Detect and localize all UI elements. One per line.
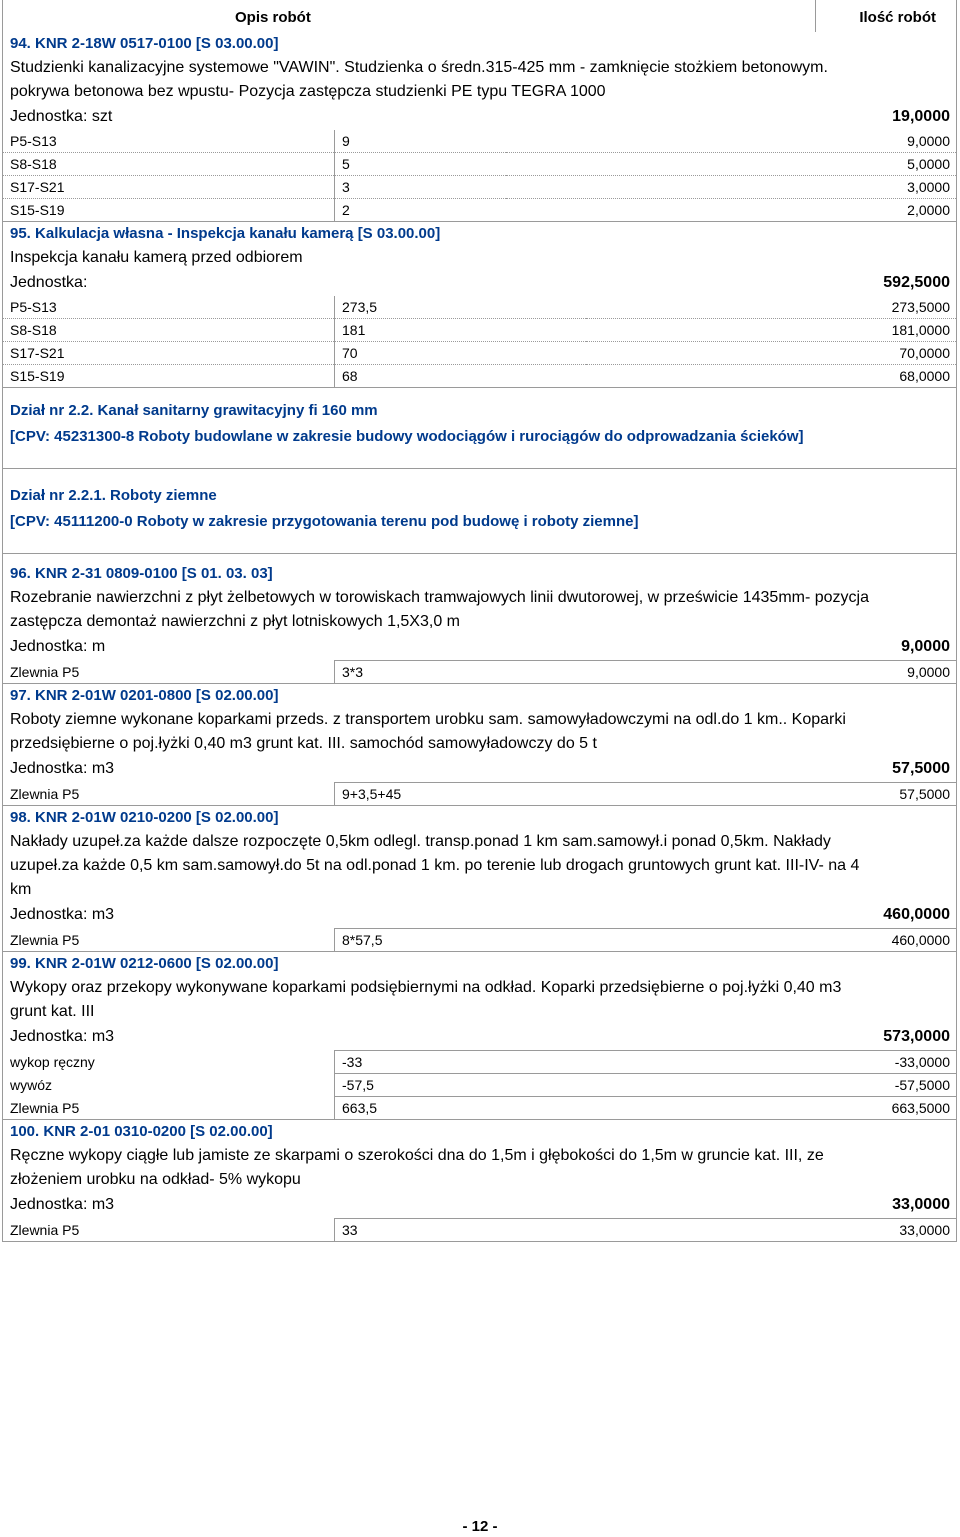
row-value: 9,0000 xyxy=(907,133,950,149)
cost-item-98 xyxy=(3,806,956,952)
row-label: S17-S21 xyxy=(3,176,335,199)
description-line: pokrywa betonowa bez wpustu- Pozycja zastępcza studzienki PE typu TEGRA 1000 xyxy=(10,83,606,100)
table-row xyxy=(3,319,956,342)
cost-item-97 xyxy=(3,684,956,806)
unit-row xyxy=(3,634,956,660)
table-row xyxy=(3,1097,956,1120)
unit-row xyxy=(3,104,956,130)
row-label: S8-S18 xyxy=(3,153,335,176)
row-expression: 68 xyxy=(335,365,587,388)
row-expression: 3*3 xyxy=(335,661,573,684)
unit-label: Jednostka: m xyxy=(10,638,106,655)
cost-item-96 xyxy=(3,554,956,684)
row-value: 70,0000 xyxy=(586,342,956,365)
unit-total: 9,0000 xyxy=(901,638,950,655)
table-row xyxy=(3,296,956,319)
row-expression: 663,5 xyxy=(335,1097,587,1120)
row-value: 3,0000 xyxy=(506,176,956,199)
unit-total: 460,0000 xyxy=(883,906,950,923)
row-value: 68,0000 xyxy=(586,365,956,388)
row-expression: 273,5 xyxy=(335,296,587,319)
description-line: Inspekcja kanału kamerą przed odbiorem xyxy=(10,249,303,266)
item-title: 98. KNR 2-01W 0210-0200 [S 02.00.00] xyxy=(10,809,279,826)
cost-item-94 xyxy=(3,32,956,222)
item-description xyxy=(3,976,956,1024)
section-title: Dział nr 2.2. Kanał sanitarny grawitacyjny fi 160 mm xyxy=(10,402,378,419)
column-divider xyxy=(815,0,816,32)
row-value: 5,0000 xyxy=(506,153,956,176)
measurement-table xyxy=(3,1218,956,1241)
row-expression: 70 xyxy=(335,342,587,365)
row-value: 33,0000 xyxy=(529,1219,956,1242)
row-value: -57,5000 xyxy=(586,1074,956,1097)
unit-label: Jednostka: m3 xyxy=(10,1196,115,1213)
item-title: 97. KNR 2-01W 0201-0800 [S 02.00.00] xyxy=(10,687,279,704)
unit-total: 592,5000 xyxy=(883,274,950,291)
row-value: 57,5000 xyxy=(666,783,956,806)
row-expression: 2 xyxy=(335,199,507,222)
row-value: 663,5000 xyxy=(586,1097,956,1120)
row-expression: 33 xyxy=(335,1219,530,1242)
item-title: 94. KNR 2-18W 0517-0100 [S 03.00.00] xyxy=(10,35,279,52)
description-line: Wykopy oraz przekopy wykonywane koparkami podsiębiernymi na odkład. Koparki przedsiębierne o poj.łyżki 0,40 m3 xyxy=(10,979,842,996)
row-label: Zlewnia P5 xyxy=(10,663,80,680)
row-expression: 8*57,5 xyxy=(335,929,603,952)
unit-row xyxy=(3,270,956,296)
item-description xyxy=(3,246,956,270)
measurement-table xyxy=(3,782,956,805)
row-label: S15-S19 xyxy=(3,199,335,222)
row-label: Zlewnia P5 xyxy=(10,785,80,802)
item-description xyxy=(3,830,956,902)
row-value: -33,0000 xyxy=(586,1051,956,1074)
unit-total: 57,5000 xyxy=(892,760,950,777)
row-label: S8-S18 xyxy=(3,319,335,342)
table-row xyxy=(3,661,956,684)
description-line: Studzienki kanalizacyjne systemowe "VAWIN". Studzienka o średn.315-425 mm - zamknięcie stożkiem betonowym. xyxy=(10,59,828,76)
table-row xyxy=(3,153,956,176)
description-line: zastępcza demontaż nawierzchni z płyt lotniskowych 1,5X3,0 m xyxy=(10,613,460,630)
table-row xyxy=(3,929,956,952)
unit-label: Jednostka: m3 xyxy=(10,1028,115,1045)
unit-row xyxy=(3,902,956,928)
column-header xyxy=(2,0,957,32)
description-line: przedsiębierne o poj.łyżki 0,40 m3 grunt kat. III. samochód samowyładowczy do 5 t xyxy=(10,735,597,752)
table-row xyxy=(3,199,956,222)
row-expression: 9+3,5+45 xyxy=(335,783,666,806)
row-value: 2,0000 xyxy=(506,199,956,222)
section-cpv: [CPV: 45231300-8 Roboty budowlane w zakresie budowy wodociągów i rurociągów do odprowadzania ścieków] xyxy=(10,428,804,445)
description-line: uzupeł.za każde 0,5 km sam.samowył.do 5t na odl.ponad 1 km. po terenie lub drogach gruntowych grunt kat. III-IV- na 4 xyxy=(10,857,860,874)
measurement-table xyxy=(3,296,956,387)
cost-item-100 xyxy=(3,1120,956,1242)
measurement-table xyxy=(3,660,956,683)
row-expression: 5 xyxy=(335,153,507,176)
section-cpv: [CPV: 45111200-0 Roboty w zakresie przygotowania terenu pod budowę i roboty ziemne] xyxy=(10,513,639,530)
description-line: Nakłady uzupeł.za każde dalsze rozpoczęte 0,5km odlegl. transp.ponad 1 km sam.samowył.i ponad 0,5km. Nakłady xyxy=(10,833,831,850)
table-row xyxy=(3,783,956,806)
row-label: S17-S21 xyxy=(3,342,335,365)
table-row xyxy=(3,176,956,199)
description-line: Rozebranie nawierzchni z płyt żelbetowych w torowiskach tramwajowych linii dwutorowej, w prześwicie 1435mm- pozycja xyxy=(10,589,869,606)
table-row xyxy=(3,1074,956,1097)
unit-label: Jednostka: m3 xyxy=(10,760,115,777)
column-header-quantity: Ilość robót xyxy=(859,9,936,26)
row-label: Zlewnia P5 xyxy=(10,931,80,948)
unit-row xyxy=(3,756,956,782)
row-label: Zlewnia P5 xyxy=(10,1099,80,1116)
row-label: P5-S13 xyxy=(10,133,57,149)
item-title: 100. KNR 2-01 0310-0200 [S 02.00.00] xyxy=(10,1123,273,1140)
section-heading-2-2 xyxy=(3,388,956,469)
item-title: 96. KNR 2-31 0809-0100 [S 01. 03. 03] xyxy=(10,565,273,582)
unit-total: 19,0000 xyxy=(892,108,950,125)
document-page xyxy=(2,0,957,1242)
row-label: Zlewnia P5 xyxy=(10,1221,80,1238)
unit-label: Jednostka: szt xyxy=(10,108,113,125)
item-title: 95. Kalkulacja własna - Inspekcja kanału kamerą [S 03.00.00] xyxy=(10,225,441,242)
unit-row xyxy=(3,1024,956,1050)
table-row xyxy=(3,130,956,153)
section-title: Dział nr 2.2.1. Roboty ziemne xyxy=(10,487,217,504)
description-line: Ręczne wykopy ciągłe lub jamiste ze skarpami o szerokości dna do 1,5m i głębokości do 1,5m w gruncie kat. III, ze xyxy=(10,1147,824,1164)
measurement-table xyxy=(3,1050,956,1119)
description-line: grunt kat. III xyxy=(10,1003,95,1020)
row-expression: -33 xyxy=(335,1051,587,1074)
row-label: S15-S19 xyxy=(3,365,335,388)
table-row xyxy=(3,342,956,365)
section-heading-2-2-1 xyxy=(3,469,956,554)
row-value: 273,5000 xyxy=(891,299,950,315)
row-value: 181,0000 xyxy=(586,319,956,342)
description-line: km xyxy=(10,881,32,898)
unit-label: Jednostka: m3 xyxy=(10,906,115,923)
item-description xyxy=(3,708,956,756)
page-number: - 12 - xyxy=(462,1518,498,1535)
row-expression: 181 xyxy=(335,319,587,342)
measurement-table xyxy=(3,130,956,221)
row-expression: -57,5 xyxy=(335,1074,587,1097)
unit-total: 573,0000 xyxy=(883,1028,950,1045)
row-value: 9,0000 xyxy=(572,661,956,684)
row-label: wywóz xyxy=(10,1077,53,1093)
row-expression: 9 xyxy=(335,130,507,153)
description-line: złożeniem urobku na odkład- 5% wykopu xyxy=(10,1171,301,1188)
item-description xyxy=(3,1144,956,1192)
row-label: P5-S13 xyxy=(10,299,57,315)
cost-item-99 xyxy=(3,952,956,1120)
unit-row xyxy=(3,1192,956,1218)
row-value: 460,0000 xyxy=(602,929,956,952)
row-expression: 3 xyxy=(335,176,507,199)
item-title: 99. KNR 2-01W 0212-0600 [S 02.00.00] xyxy=(10,955,279,972)
item-description xyxy=(3,586,956,634)
table-row xyxy=(3,365,956,388)
row-label: wykop ręczny xyxy=(10,1054,95,1070)
unit-total: 33,0000 xyxy=(892,1196,950,1213)
column-header-description: Opis robót xyxy=(235,9,311,26)
measurement-table xyxy=(3,928,956,951)
table-row xyxy=(3,1219,956,1242)
cost-items xyxy=(2,32,957,1242)
description-line: Roboty ziemne wykonane koparkami przeds. z transportem urobku sam. samowyładowczymi na odl.do 1 km.. Koparki xyxy=(10,711,846,728)
item-description xyxy=(3,56,956,104)
table-row xyxy=(3,1051,956,1074)
cost-item-95 xyxy=(3,222,956,388)
unit-label: Jednostka: xyxy=(10,274,88,291)
